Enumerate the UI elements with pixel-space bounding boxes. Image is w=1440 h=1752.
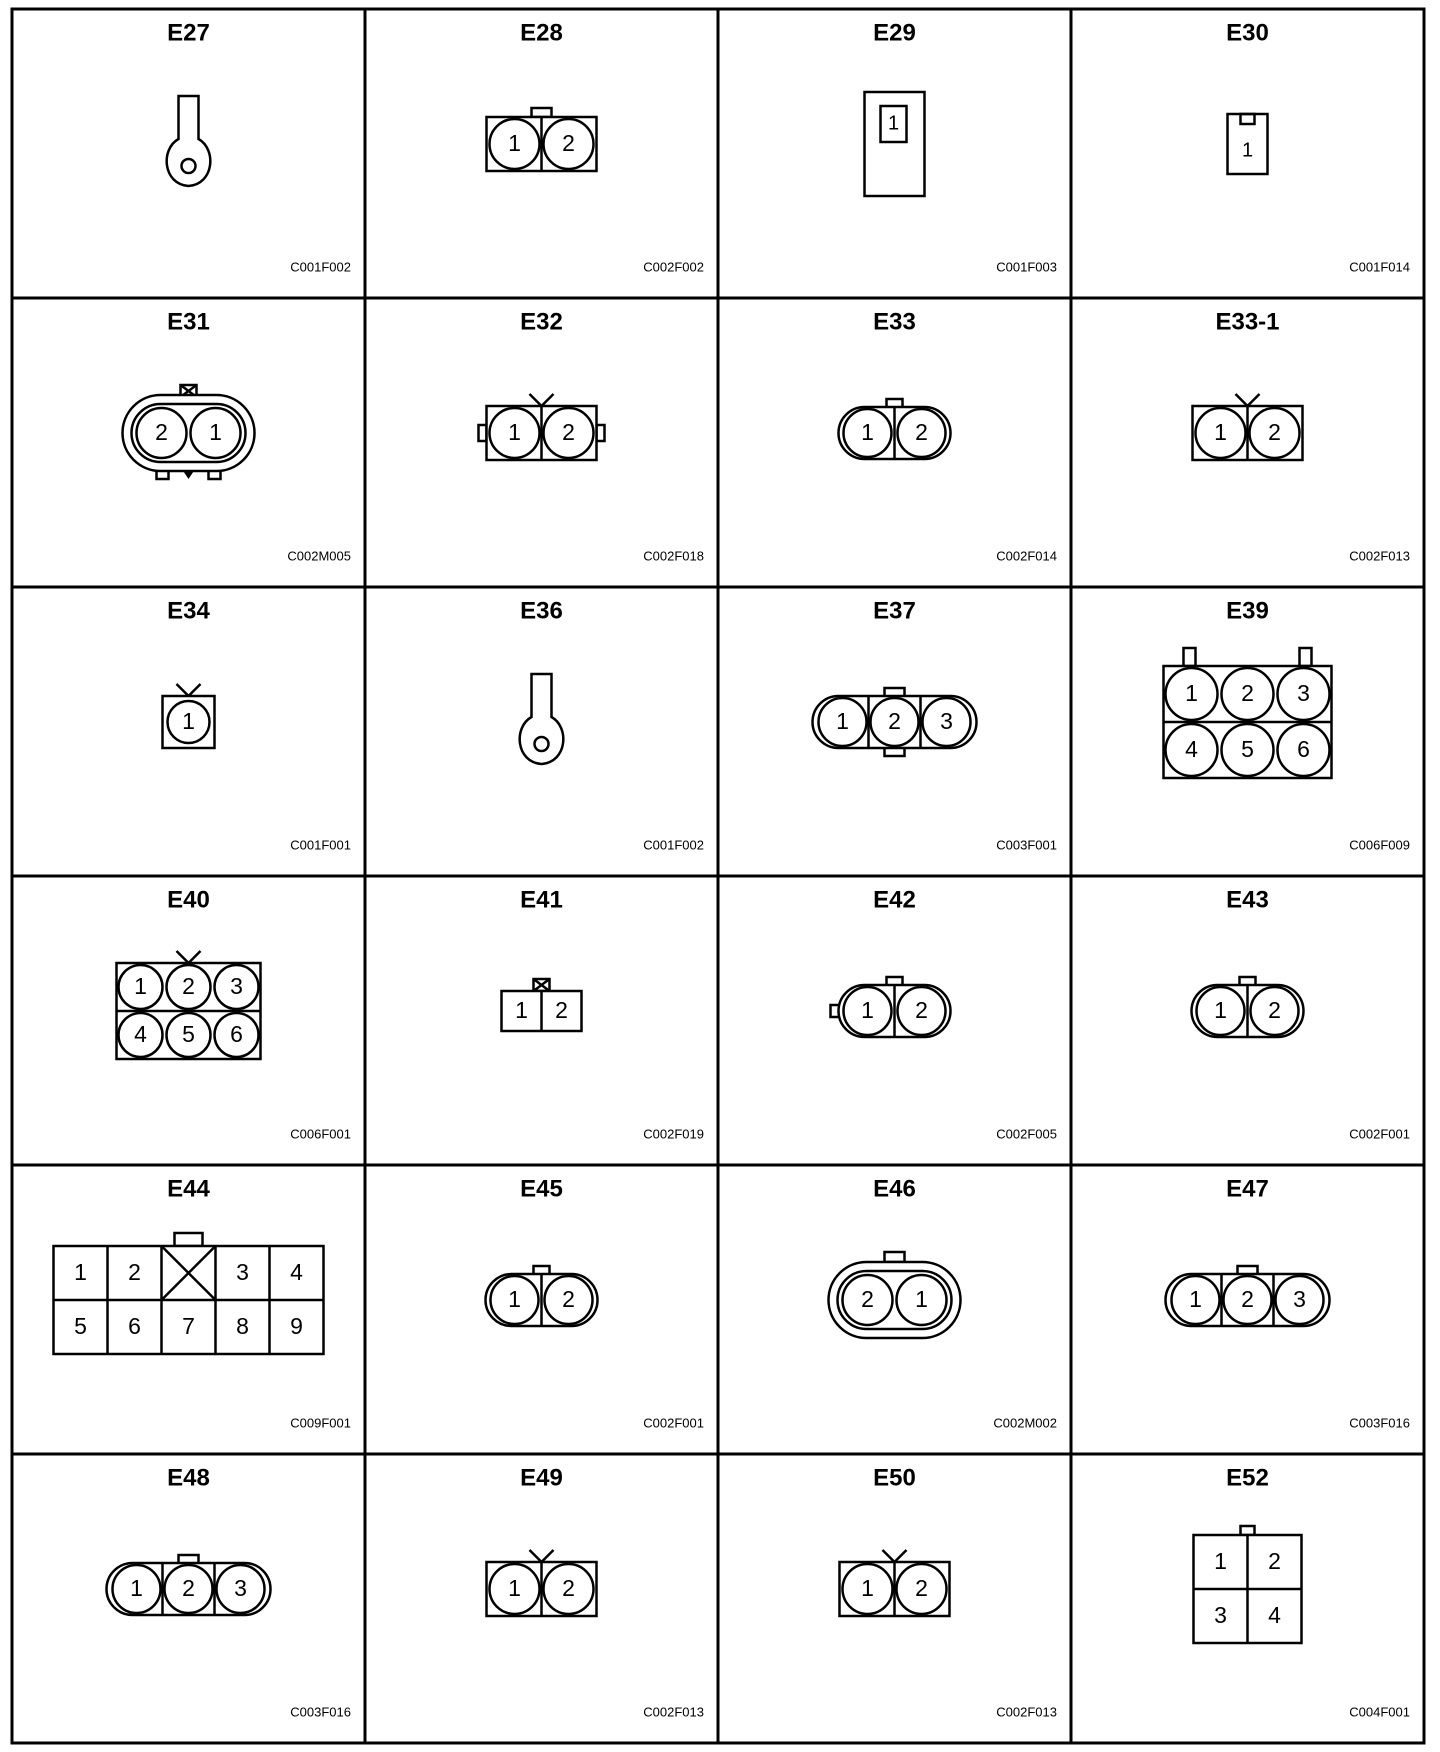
connector-cell	[12, 298, 365, 587]
connector-code: C002F019	[643, 1126, 704, 1142]
connector-id: E49	[520, 1464, 563, 1492]
ring-terminal-hole	[535, 737, 549, 751]
pin-label: 4	[1185, 736, 1198, 763]
pin-label: 1	[134, 973, 147, 1000]
pin-label: 2	[888, 708, 901, 735]
pin-label: 3	[1297, 680, 1310, 707]
connector-code: C003F001	[996, 837, 1057, 853]
connector-body	[123, 395, 255, 471]
connector-code: C002F013	[996, 1704, 1057, 1720]
pin-label: 2	[182, 1575, 195, 1602]
connector-code: C002M002	[993, 1415, 1057, 1431]
pin-label: 8	[236, 1313, 249, 1340]
pin-label: 7	[182, 1313, 195, 1340]
connector-cell	[365, 876, 718, 1165]
connector-code: C001F003	[996, 259, 1057, 275]
ring-terminal-hole	[182, 159, 196, 173]
pin-label: 6	[230, 1021, 243, 1048]
connector-cell	[12, 9, 365, 298]
locking-tab	[1184, 648, 1196, 666]
connector-cell	[718, 1165, 1071, 1454]
connector-cell	[718, 587, 1071, 876]
connector-code: C002F005	[996, 1126, 1057, 1142]
connector-id: E34	[167, 597, 210, 625]
cell-border	[365, 587, 718, 876]
locking-notch	[883, 1550, 907, 1562]
pin-label: 2	[562, 1575, 575, 1602]
connector-code: C001F014	[1349, 259, 1410, 275]
connector-id: E44	[167, 1175, 210, 1203]
pin-label: 5	[182, 1021, 195, 1048]
pin-label: 5	[74, 1313, 87, 1340]
pin-label: 1	[1214, 997, 1227, 1024]
connector-id: E52	[1226, 1464, 1269, 1492]
connector-id: E43	[1226, 886, 1269, 914]
pin-label: 9	[290, 1313, 303, 1340]
pin-label: 1	[508, 1575, 521, 1602]
connector-code: C002F018	[643, 548, 704, 564]
locking-tab	[532, 108, 552, 117]
connector-code: C004F001	[1349, 1704, 1410, 1720]
connector-code: C003F016	[1349, 1415, 1410, 1431]
pin-label: 2	[562, 419, 575, 446]
connector-code: C003F016	[290, 1704, 351, 1720]
pin-label: 2	[1241, 1286, 1254, 1313]
pin-label: 1	[836, 708, 849, 735]
connector-id: E32	[520, 308, 563, 336]
locking-tab	[1241, 1526, 1255, 1535]
connector-id: E39	[1226, 597, 1269, 625]
pin-label: 2	[915, 419, 928, 446]
pin-label: 2	[1268, 1548, 1281, 1575]
connector-code: C001F002	[290, 259, 351, 275]
connector-id: E30	[1226, 19, 1269, 47]
connector-id: E27	[167, 19, 210, 47]
pin-label: 1	[508, 130, 521, 157]
locking-notch	[177, 684, 201, 696]
connector-id: E33-1	[1215, 308, 1280, 336]
pin-label: 4	[134, 1021, 147, 1048]
connector-cell	[12, 1165, 365, 1454]
connector-cell	[365, 1165, 718, 1454]
connector-cell	[718, 298, 1071, 587]
connector-id: E48	[167, 1464, 210, 1492]
pin-label: 3	[940, 708, 953, 735]
connector-code: C002F001	[1349, 1126, 1410, 1142]
connector-code: C002M005	[287, 548, 351, 564]
pin-label: 2	[562, 130, 575, 157]
connector-id: E41	[520, 886, 563, 914]
pin-label: 2	[555, 997, 568, 1024]
connector-code: C002F002	[643, 259, 704, 275]
pin-label: 3	[234, 1575, 247, 1602]
connector-cell	[365, 1454, 718, 1743]
pin-label: 5	[1241, 736, 1254, 763]
pin-label: 3	[1214, 1602, 1227, 1629]
connector-cell	[1071, 298, 1424, 587]
pin-label: 2	[1268, 419, 1281, 446]
connector-id: E37	[873, 597, 916, 625]
locking-tab	[885, 1252, 905, 1262]
pin-label: 2	[1241, 680, 1254, 707]
pin-label: 1	[887, 112, 900, 135]
connector-cell	[1071, 876, 1424, 1165]
pin-label: 1	[1185, 680, 1198, 707]
pin-label: 1	[915, 1286, 928, 1313]
connector-code: C002F001	[643, 1415, 704, 1431]
connector-code: C006F009	[1349, 837, 1410, 853]
connector-cell	[12, 587, 365, 876]
pin-label: 1	[130, 1575, 143, 1602]
connector-id: E47	[1226, 1175, 1269, 1203]
connector-id: E45	[520, 1175, 563, 1203]
connector-cell	[1071, 9, 1424, 298]
pin-label: 1	[1214, 419, 1227, 446]
pin-label: 3	[230, 973, 243, 1000]
connector-body	[829, 1262, 961, 1338]
connector-id: E36	[520, 597, 563, 625]
connector-id: E28	[520, 19, 563, 47]
connector-cell	[365, 9, 718, 298]
pin-label: 1	[861, 997, 874, 1024]
pin-label: 3	[236, 1259, 249, 1286]
pin-label: 4	[290, 1259, 303, 1286]
pin-label: 1	[1214, 1548, 1227, 1575]
connector-code: C002F014	[996, 548, 1057, 564]
pin-label: 2	[915, 1575, 928, 1602]
pin-label: 6	[128, 1313, 141, 1340]
connector-cell	[718, 9, 1071, 298]
pin-label: 2	[562, 1286, 575, 1313]
locking-notch	[1236, 394, 1260, 406]
pin-label: 1	[508, 1286, 521, 1313]
cell-border	[12, 9, 365, 298]
connector-code: C001F002	[643, 837, 704, 853]
pin-label: 2	[861, 1286, 874, 1313]
connector-cell	[1071, 1165, 1424, 1454]
pin-label: 3	[1293, 1286, 1306, 1313]
connector-cell	[1071, 587, 1424, 876]
pin-label: 2	[182, 973, 195, 1000]
connector-id: E40	[167, 886, 210, 914]
locking-tab	[1300, 648, 1312, 666]
locking-notch	[177, 951, 201, 963]
connector-code: C006F001	[290, 1126, 351, 1142]
connector-cell	[365, 298, 718, 587]
pin-label: 1	[209, 419, 222, 446]
connector-id: E46	[873, 1175, 916, 1203]
connector-cell	[1071, 1454, 1424, 1743]
connector-cell	[718, 1454, 1071, 1743]
connector-cell	[12, 1454, 365, 1743]
connector-cell	[718, 876, 1071, 1165]
locking-notch	[530, 1550, 554, 1562]
pin-label: 2	[128, 1259, 141, 1286]
pin-label: 1	[508, 419, 521, 446]
pin-label: 1	[861, 419, 874, 446]
pin-label: 1	[515, 997, 528, 1024]
pin-label: 4	[1268, 1602, 1281, 1629]
pin-label: 2	[155, 419, 168, 446]
connector-id: E33	[873, 308, 916, 336]
connector-id: E29	[873, 19, 916, 47]
connector-code: C002F013	[1349, 548, 1410, 564]
connector-code: C002F013	[643, 1704, 704, 1720]
pin-label: 1	[861, 1575, 874, 1602]
pin-label: 1	[1241, 139, 1254, 162]
connector-code: C001F001	[290, 837, 351, 853]
connector-grid	[12, 9, 1424, 1743]
pin-label: 1	[74, 1259, 87, 1286]
connector-code: C009F001	[290, 1415, 351, 1431]
connector-cell	[12, 876, 365, 1165]
connector-id: E31	[167, 308, 210, 336]
pin-label: 6	[1297, 736, 1310, 763]
locking-tab	[175, 1233, 203, 1246]
connector-cell	[365, 587, 718, 876]
locking-notch	[530, 394, 554, 406]
connector-body	[865, 92, 925, 196]
connector-id: E50	[873, 1464, 916, 1492]
pin-label: 1	[182, 708, 195, 735]
pin-label: 2	[915, 997, 928, 1024]
pin-label: 1	[1189, 1286, 1202, 1313]
connector-id: E42	[873, 886, 916, 914]
pin-label: 2	[1268, 997, 1281, 1024]
